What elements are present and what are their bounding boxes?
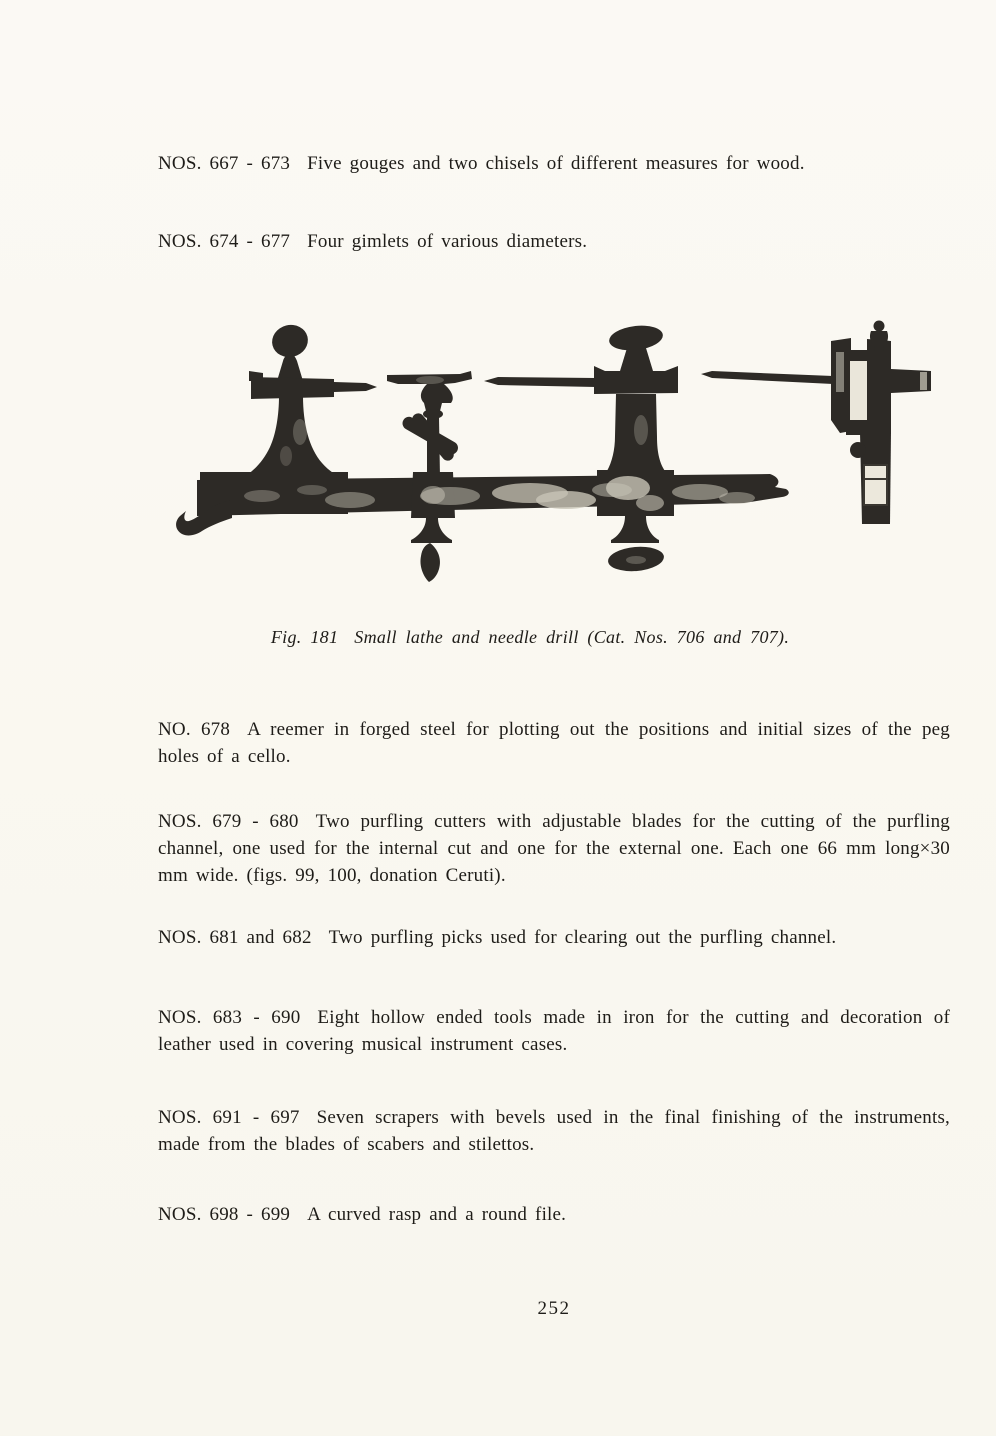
headstock-column: [240, 396, 344, 483]
lathe-headstock: [240, 321, 377, 483]
entry-label: NOS. 674 - 677: [158, 231, 291, 252]
entry-text: Two purfling picks used for clearing out the purfling channel.: [328, 927, 837, 948]
drill-inlay: [864, 465, 887, 505]
entry-text: Eight hollow ended tools made in iron for the cutting and decoration of leather used in covering musical instrument cases.: [158, 1007, 951, 1055]
entry-label: NOS. 691 - 697: [158, 1107, 300, 1128]
entry-text: Four gimlets of various diameters.: [307, 231, 588, 252]
catalog-entry-691-697: [158, 1104, 950, 1158]
catalog-entry-667-673: [158, 150, 950, 177]
entry-text: Five gouges and two chisels of different measures for wood.: [307, 153, 805, 174]
figure-caption: [150, 627, 910, 648]
figure-caption-text: Small lathe and needle drill (Cat. Nos. 706 and 707).: [354, 627, 790, 647]
page-number: 252: [537, 1298, 571, 1319]
entry-label: NOS. 667 - 673: [158, 153, 291, 174]
lathe-tailstock: [484, 323, 678, 574]
tailstock-spike: [484, 377, 596, 387]
entry-label: NOS. 679 - 680: [158, 811, 299, 832]
entry-text: Two purfling cutters with adjustable blades for the cutting of the purfling channel, one used for the internal cut and one for the external one. Each one 66 mm long×30 mm wide. (figs. 99, 100, donation Ceruti).: [158, 811, 950, 886]
entry-label: NO. 678: [158, 719, 231, 740]
entry-label: NOS. 698 - 699: [158, 1204, 291, 1225]
catalog-entry-698-699: [158, 1201, 950, 1228]
entry-text: A reemer in forged steel for plotting out the positions and initial sizes of the peg holes of a cello.: [158, 719, 950, 767]
headstock-crossbar: [251, 377, 334, 399]
catalog-entry-678: [158, 716, 950, 770]
figure-photograph: [165, 300, 955, 590]
catalog-entry-674-677: [158, 228, 950, 255]
catalog-entry-681-682: [158, 924, 950, 951]
drill-finial: [874, 321, 885, 332]
drill-spool: [850, 361, 869, 420]
tool-rest-top: [387, 371, 472, 403]
lathe-tool-rest: [387, 371, 472, 582]
entry-label: NOS. 683 - 690: [158, 1007, 301, 1028]
entry-text: A curved rasp and a round file.: [307, 1204, 567, 1225]
catalog-entry-683-690: [158, 1004, 950, 1058]
entry-label: NOS. 681 and 682: [158, 927, 312, 948]
catalog-entry-679-680: [158, 808, 950, 889]
drill-needle: [701, 371, 833, 384]
small-lathe-and-needle-drill-photo: [165, 300, 955, 590]
entry-text: Seven scrapers with bevels used in the final finishing of the instruments, made from the blades of scabers and stilettos.: [158, 1107, 950, 1155]
headstock-spike: [334, 382, 377, 392]
tool-rest-pendant: [420, 543, 440, 582]
figure-caption-label: Fig. 181: [270, 627, 339, 647]
